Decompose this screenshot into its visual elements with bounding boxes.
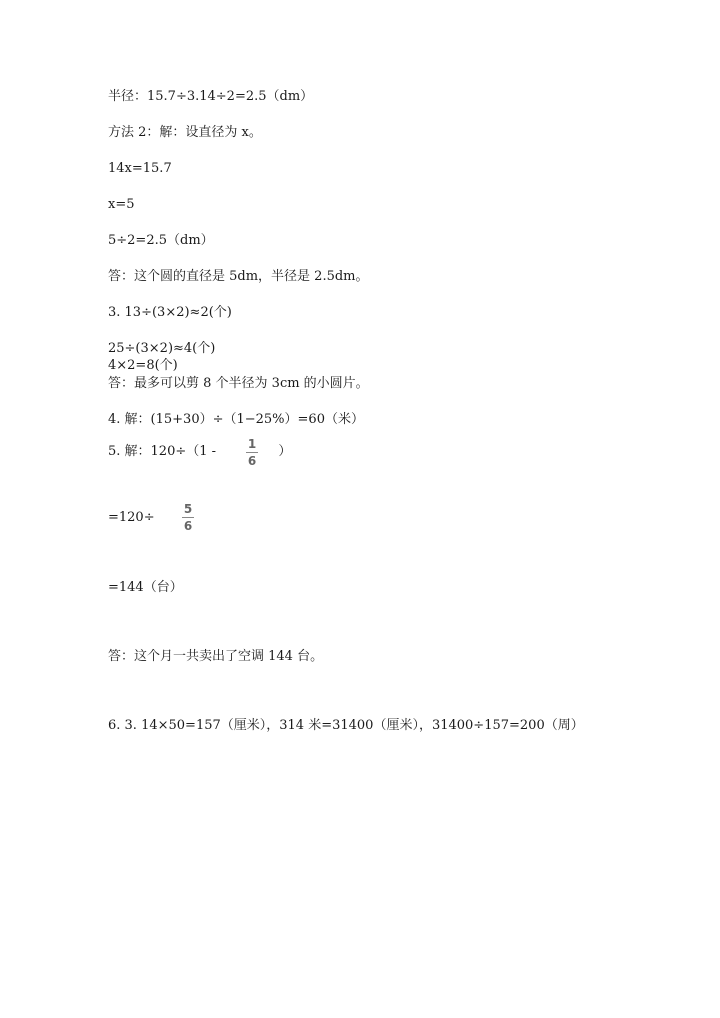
fraction-five-sixths [180, 502, 196, 533]
fraction-bar [182, 517, 194, 518]
question-4-line: 4. 解：(15+30）÷（1−25%）=60（米） [108, 412, 364, 427]
fraction-denominator: 6 [247, 454, 257, 468]
question-5-step-3: =144（台） [108, 580, 183, 595]
method-2-heading: 方法 2：解：设直径为 x。 [108, 125, 262, 140]
fraction-one-sixth [244, 437, 260, 468]
question-3-line-c: 4×2=8(个) [108, 358, 178, 373]
fraction-bar [246, 452, 258, 453]
question-5-suffix: ） [278, 444, 292, 459]
question-5-step-2: =120÷ [108, 510, 155, 525]
radius-calculation: 半径：15.7÷3.14÷2=2.5（dm） [108, 89, 314, 104]
fraction-numerator: 1 [247, 437, 257, 451]
equation-line-1: 14x=15.7 [108, 161, 172, 176]
question-3-line-b: 25÷(3×2)≈4(个) [108, 341, 216, 356]
question-5-answer: 答：这个月一共卖出了空调 144 台。 [108, 649, 324, 664]
fraction-denominator: 6 [183, 519, 193, 533]
question-3-line-a: 3. 13÷(3×2)≈2(个) [108, 305, 232, 320]
answer-line-1: 答：这个圆的直径是 5dm，半径是 2.5dm。 [108, 269, 369, 284]
question-5-line [108, 444, 291, 460]
question-5-prefix: 5. 解：120÷（1 - [108, 444, 217, 459]
equation-line-3: 5÷2=2.5（dm） [108, 233, 214, 248]
question-6-line: 6. 3. 14×50=157（厘米），314 米=31400（厘米），31400÷157=200（周） [108, 718, 584, 733]
fraction-numerator: 5 [183, 502, 193, 516]
equation-line-2: x=5 [108, 197, 135, 212]
question-3-answer: 答：最多可以剪 8 个半径为 3cm 的小圆片。 [108, 376, 369, 391]
